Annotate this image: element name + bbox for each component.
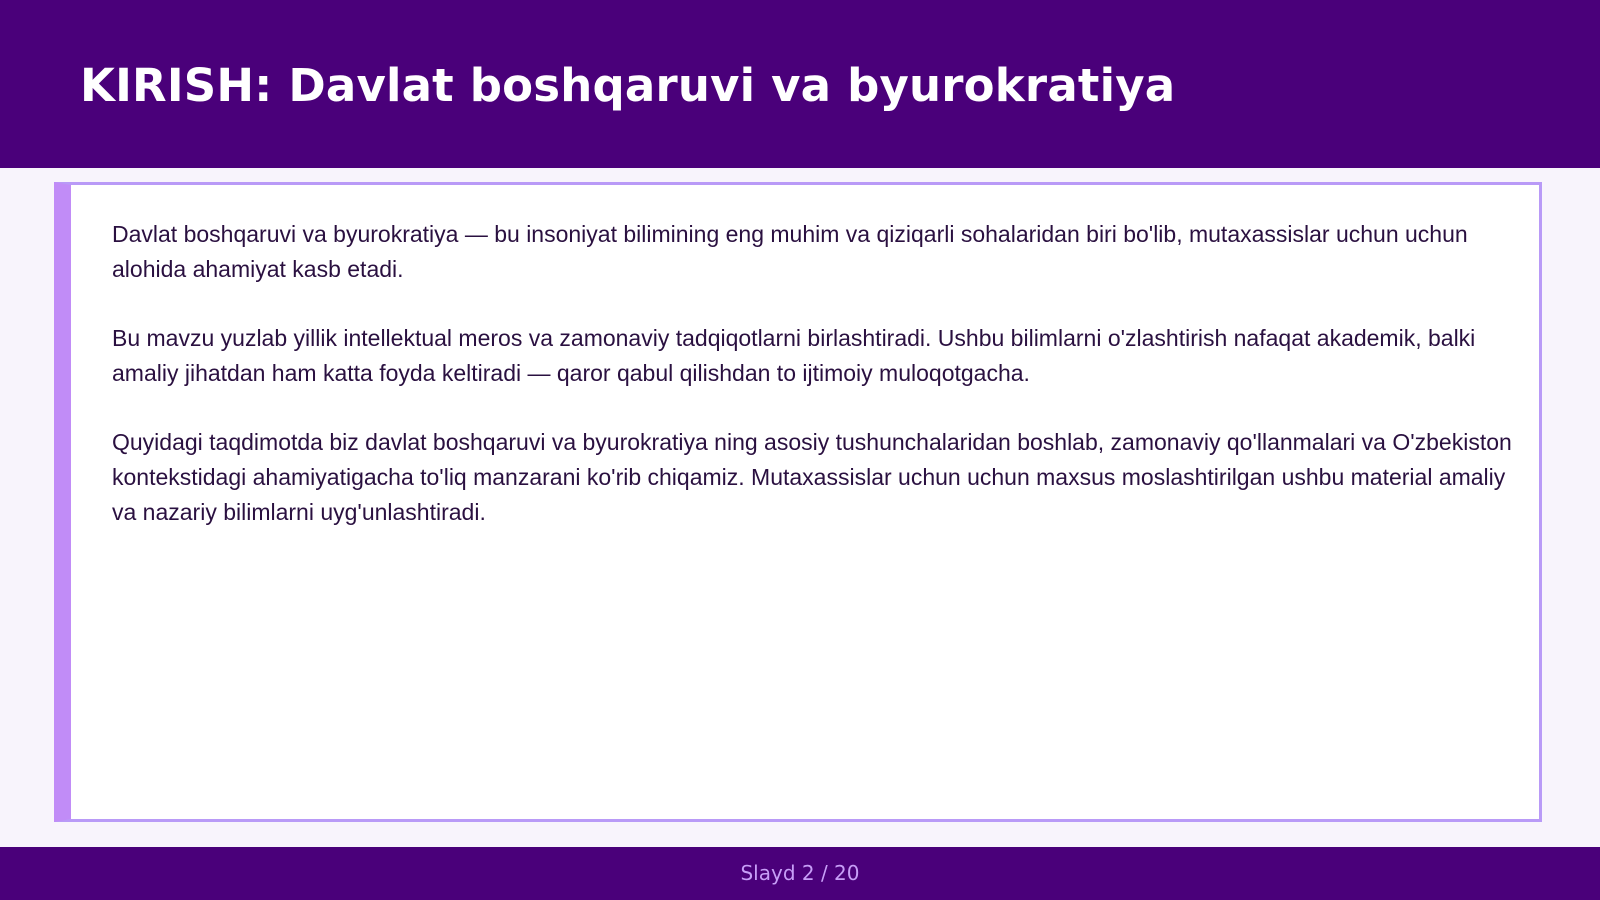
- intro-paragraph-1: Davlat boshqaruvi va byurokratiya — bu insoniyat bilimining eng muhim va qiziqarli sohalaridan biri bo'lib, mutaxassislar uchun uchun alohida ahamiyat kasb etadi.: [112, 221, 1468, 282]
- intro-paragraph-2: Bu mavzu yuzlab yillik intellektual meros va zamonaviy tadqiqotlarni birlashtiradi. Ushbu bilimlarni o'zlashtirish nafaqat akademik, balki amaliy jihatdan ham katta foyda keltiradi — qaror qabul qilishdan to ijtimoiy muloqotgacha.: [112, 325, 1476, 386]
- intro-paragraph-3: Quyidagi taqdimotda biz davlat boshqaruvi va byurokratiya ning asosiy tushunchalaridan boshlab, zamonaviy qo'llanmalari va O'zbekiston kontekstidagi ahamiyatigacha to'liq manzarani ko'rib chiqamiz. Mutaxassislar uchun uchun maxsus moslashtirilgan ushbu material amaliy va nazariy bilimlarni uyg'unlashtiradi.: [112, 429, 1512, 525]
- slide-title: KIRISH: Davlat boshqaruvi va byurokratiya: [80, 59, 1176, 112]
- slide-footer: [0, 847, 1600, 900]
- slide-counter: Slayd 2 / 20: [740, 861, 860, 885]
- slide-header: [0, 0, 1600, 168]
